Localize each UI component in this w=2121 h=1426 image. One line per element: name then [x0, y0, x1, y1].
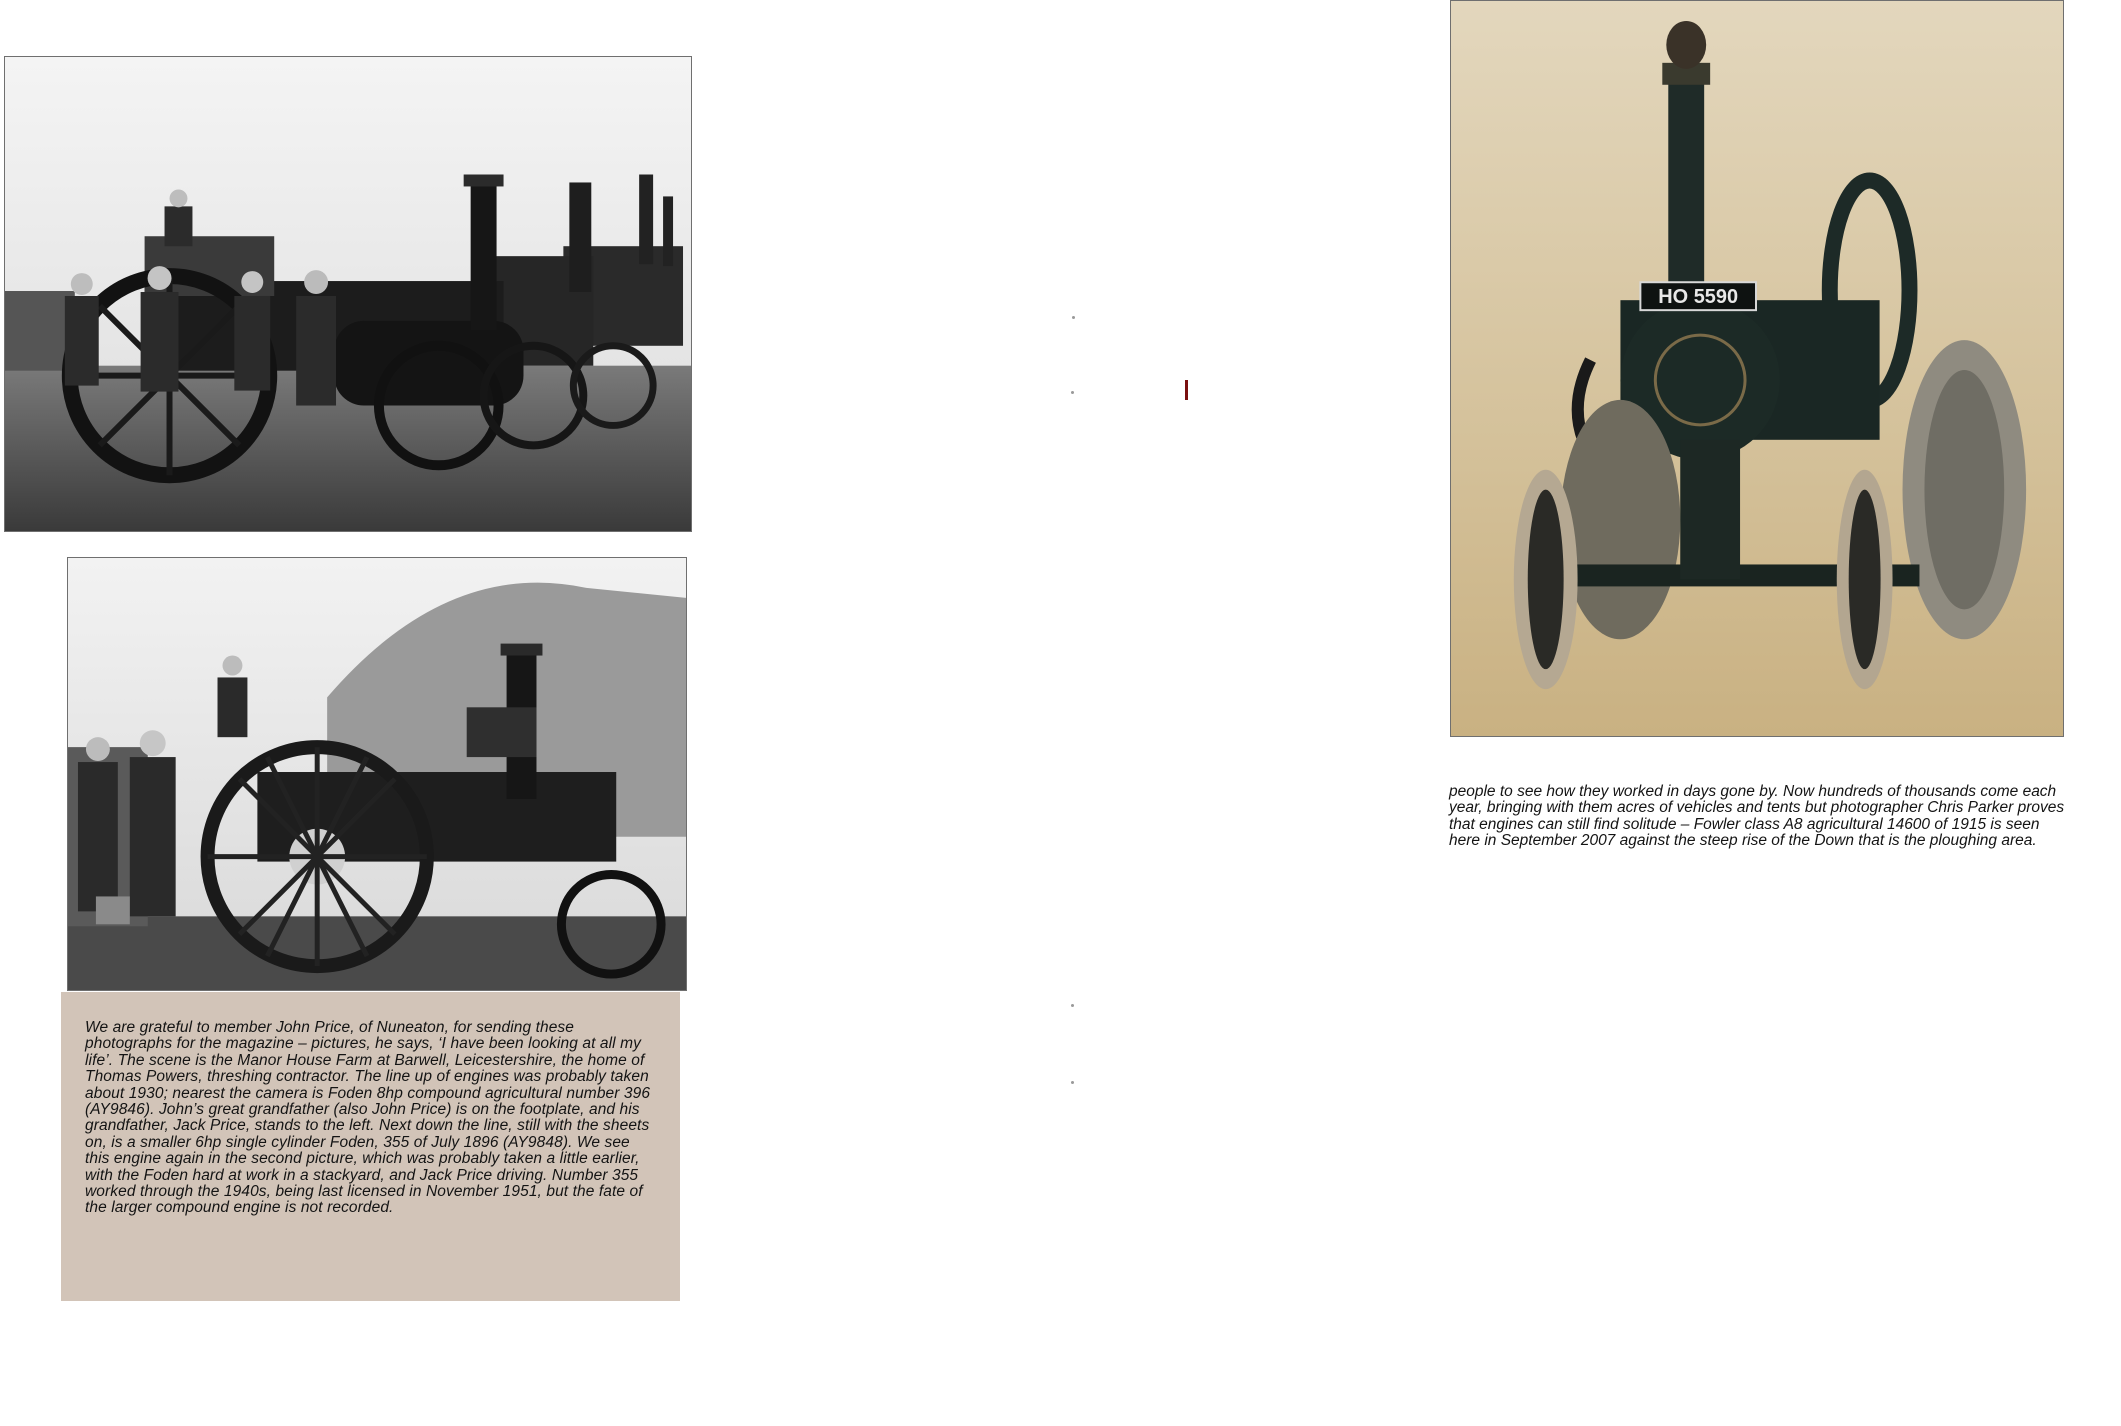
fowler-colour-image	[1451, 1, 2063, 736]
engines-lineup-image	[5, 57, 691, 531]
print-dot	[1071, 1081, 1074, 1084]
photo-fowler-colour	[1450, 0, 2064, 737]
caption-box-left	[61, 992, 680, 1301]
engine-number-plate: HO 5590	[1658, 286, 1739, 309]
photo-engines-lineup	[4, 56, 692, 532]
print-dot	[1072, 316, 1075, 319]
print-dot	[1071, 1004, 1074, 1007]
photo-foden-stackyard	[67, 557, 687, 991]
caption-text-right: people to see how they worked in days gone by. Now hundreds of thousands come each year, bringing with them acres of vehicles and tents but photographer Chris Parker proves that engines can still find solitude – Fowler class A8 agricultural 14600 of 1915 is seen here in September 2007 against the steep rise of the Down that is the ploughing area.	[1449, 783, 2065, 850]
print-dot	[1071, 391, 1074, 394]
foden-stackyard-image	[68, 558, 686, 990]
page-marker	[1185, 380, 1188, 400]
caption-text-left: We are grateful to member John Price, of Nuneaton, for sending these photographs for the magazine – pictures, he says, ‘I have been looking at all my life’. The scene is the Manor House Farm at Barwell, Leicestershire, the home of Thomas Powers, threshing contractor. The line up of engines was probably taken about 1930; nearest the camera is Foden 8hp compound agricultural number 396 (AY9846). John’s great grandfather (also John Price) is on the footplate, and his grandfather, Jack Price, stands to the left. Next down the line, still with the sheets on, is a smaller 6hp single cylinder Foden, 355 of July 1896 (AY9848). We see this engine again in the second picture, which was probably taken a little earlier, with the Foden hard at work in a stackyard, and Jack Price driving. Number 355 worked through the 1940s, being last licensed in November 1951, but the fate of the larger compound engine is not recorded.	[85, 1019, 651, 1217]
